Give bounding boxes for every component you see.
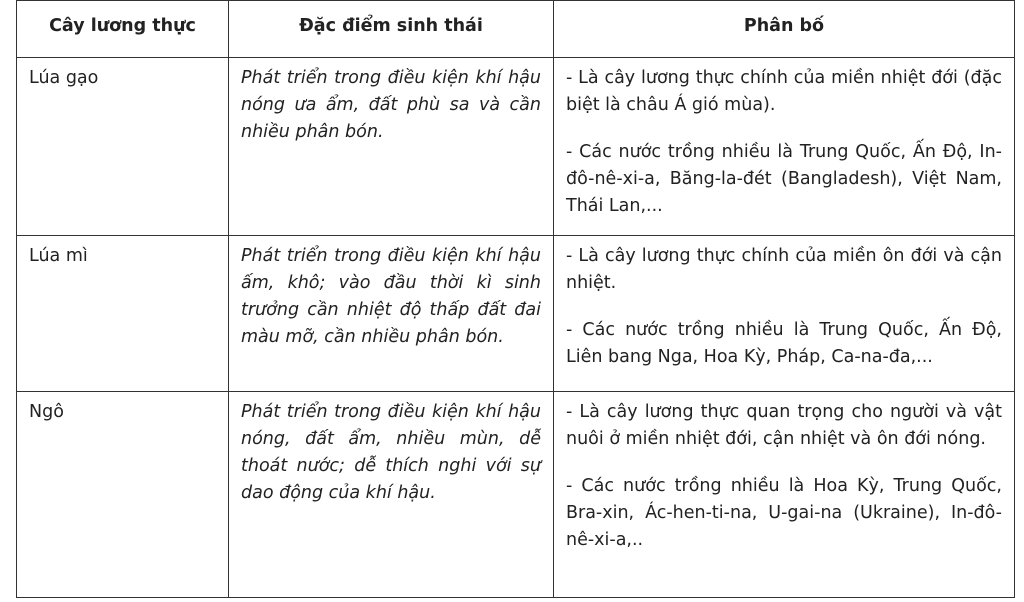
header-distribution: Phân bố (554, 1, 1015, 58)
ecology-cell: Phát triển trong điều kiện khí hậu nóng, đất ẩm, nhiều mùn, dễ thoát nước; dễ thích nghi với sự dao động của khí hậu. (229, 392, 554, 598)
distribution-cell (554, 58, 1015, 236)
distribution-item: - Là cây lương thực chính của miền ôn đới và cận nhiệt. (566, 246, 1002, 293)
distribution-item: - Các nước trồng nhiều là Trung Quốc, Ấn Độ, Liên bang Nga, Hoa Kỳ, Pháp, Ca-na-đa,... (566, 320, 1002, 367)
ecology-cell: Phát triển trong điều kiện khí hậu nóng ưa ẩm, đất phù sa và cần nhiều phân bón. (229, 58, 554, 236)
crop-name: Lúa gạo (17, 58, 229, 236)
distribution-item: - Các nước trồng nhiều là Hoa Kỳ, Trung Quốc, Bra-xin, Ác-hen-ti-na, U-gai-na (Ukraine), In-đô-nê-xi-a,.. (566, 476, 1002, 550)
distribution-item: - Là cây lương thực chính của miền nhiệt đới (đặc biệt là châu Á gió mùa). (566, 68, 1002, 115)
table-row (17, 392, 1015, 598)
header-ecology: Đặc điểm sinh thái (229, 1, 554, 58)
table-row (17, 236, 1015, 392)
table-row (17, 58, 1015, 236)
ecology-cell: Phát triển trong điều kiện khí hậu ấm, khô; vào đầu thời kì sinh trưởng cần nhiệt độ thấp đất đai màu mỡ, cần nhiều phân bón. (229, 236, 554, 392)
distribution-cell (554, 392, 1015, 598)
distribution-item: - Các nước trồng nhiều là Trung Quốc, Ấn Độ, In-đô-nê-xi-a, Băng-la-đét (Bangladesh), Việt Nam, Thái Lan,... (566, 142, 1002, 216)
crop-name: Ngô (17, 392, 229, 598)
distribution-item: - Là cây lương thực quan trọng cho người và vật nuôi ở miền nhiệt đới, cận nhiệt và ôn đới nóng. (566, 402, 1002, 449)
food-crops-table (16, 0, 1015, 598)
header-row (17, 1, 1015, 58)
header-crop: Cây lương thực (17, 1, 229, 58)
crop-name: Lúa mì (17, 236, 229, 392)
distribution-cell (554, 236, 1015, 392)
